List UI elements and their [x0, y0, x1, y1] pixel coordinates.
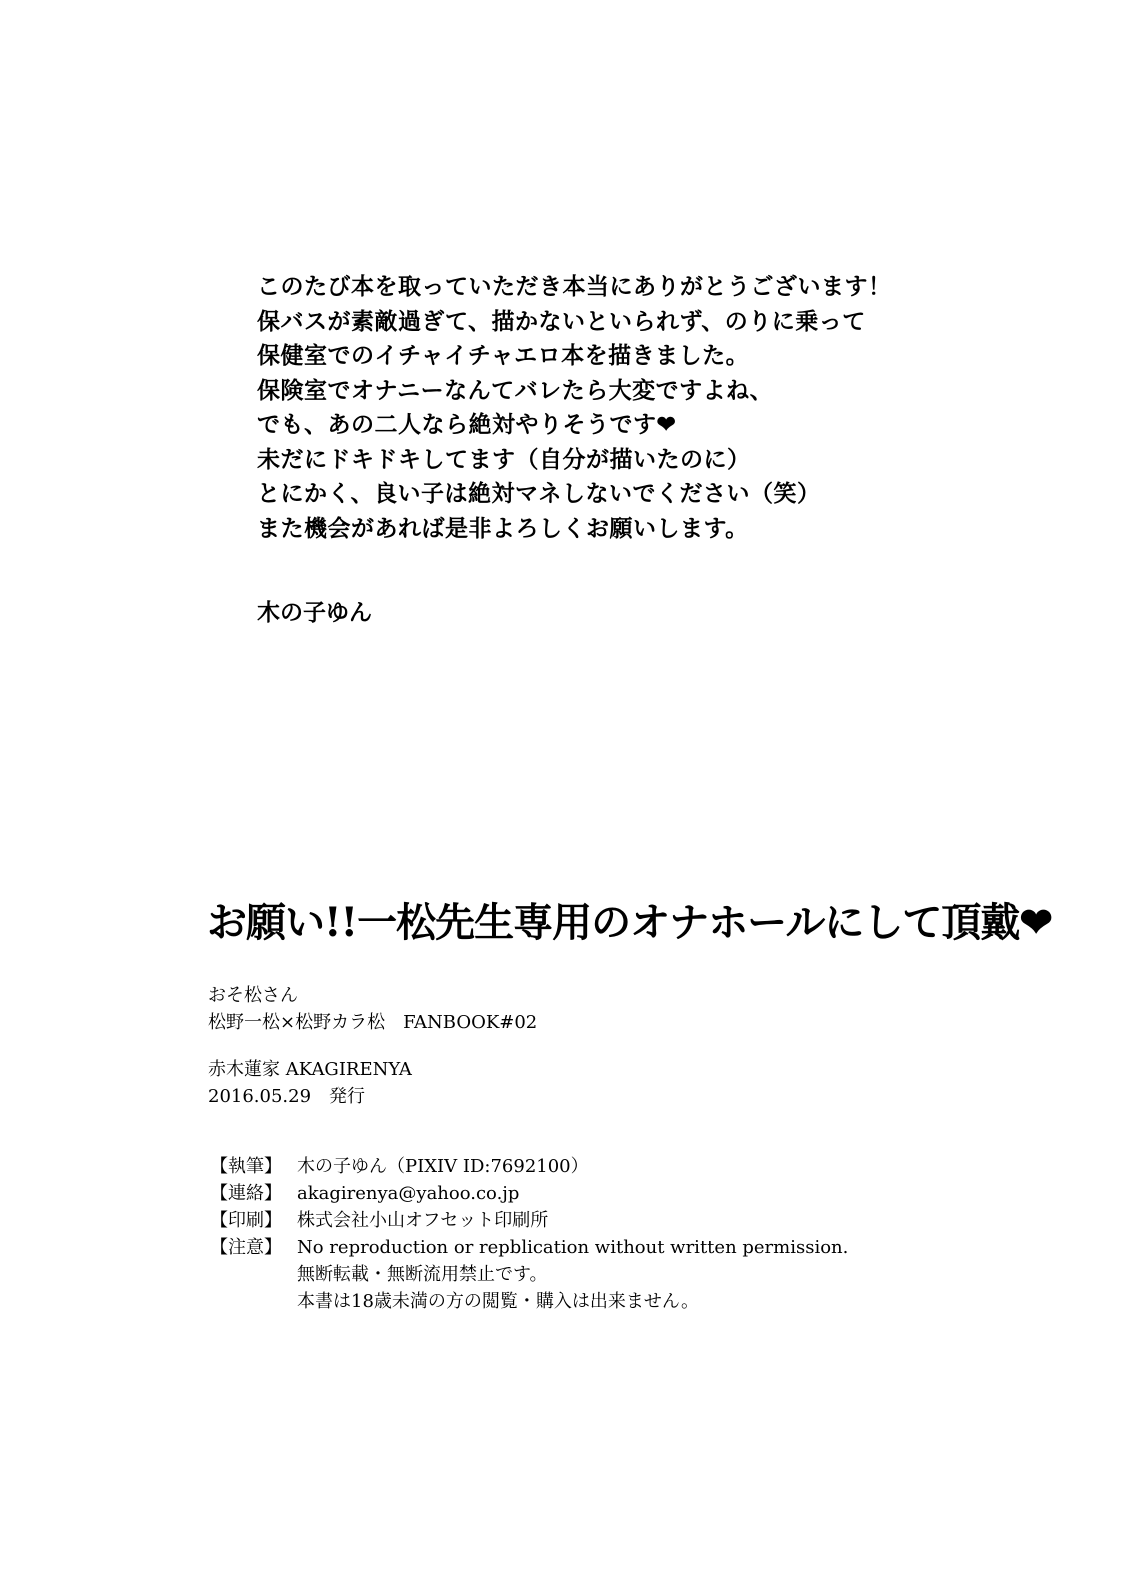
afterword-line: とにかく、良い子は絶対マネしないでください（笑） — [257, 480, 821, 507]
credit-row-printer — [210, 1207, 848, 1234]
heart-icon: ❤ — [656, 411, 677, 438]
credit-label: 【執筆】 — [210, 1156, 282, 1177]
credit-value: 無断転載・無断流用禁止です。 — [297, 1264, 548, 1285]
book-title-text: お願い!!一松先生専用のオナホールにして頂戴 — [207, 899, 1020, 946]
circle-name: 赤木蓮家 AKAGIRENYA — [208, 1059, 412, 1080]
afterword-message — [257, 270, 892, 627]
credit-value: No reproduction or repblication without written permission. — [297, 1237, 849, 1258]
publish-date: 2016.05.29 発行 — [208, 1086, 366, 1107]
book-title — [207, 893, 1052, 953]
afterword-line: また機会があれば是非よろしくお願いします。 — [257, 514, 749, 542]
credit-value: 木の子ゆん（PIXIV ID:7692100） — [297, 1156, 589, 1177]
heart-icon: ❤ — [1019, 899, 1052, 946]
series-name: おそ松さん — [208, 985, 298, 1006]
credit-value: akagirenya@yahoo.co.jp — [297, 1183, 520, 1204]
afterword-line-with-heart — [257, 408, 877, 443]
afterword-line: 保険室でオナニーなんてバレたら大変ですよね、 — [257, 376, 774, 404]
afterword-line: このたび本を取っていただき本当にありがとうございます！ — [257, 273, 892, 300]
credit-value: 本書は18歳未満の方の閲覧・購入は出来ません。 — [297, 1291, 699, 1312]
credit-label: 【連絡】 — [210, 1183, 282, 1204]
afterword-line: 保バスが素敵過ぎて、描かないといられず、のりに乗って — [257, 307, 866, 335]
credits-list — [210, 1153, 848, 1315]
credit-row-contact — [210, 1180, 848, 1207]
afterword-line: 保健室でのイチャイチャエロ本を描きました。 — [257, 342, 750, 369]
afterword-line: 未だにドキドキしてます（自分が描いたのに） — [257, 445, 751, 473]
afterword-signature: 木の子ゆん — [257, 599, 372, 626]
credit-row-notice — [210, 1234, 848, 1315]
afterword-line: でも、あの二人なら絶対やりそうです — [257, 411, 657, 438]
credit-label: 【印刷】 — [210, 1210, 282, 1231]
credit-label: 【注意】 — [210, 1237, 282, 1258]
colophon — [208, 982, 537, 1110]
credit-value: 株式会社小山オフセット印刷所 — [297, 1210, 549, 1231]
pairing-label: 松野一松×松野カラ松 FANBOOK#02 — [208, 1012, 538, 1033]
credit-row-author — [210, 1153, 848, 1180]
